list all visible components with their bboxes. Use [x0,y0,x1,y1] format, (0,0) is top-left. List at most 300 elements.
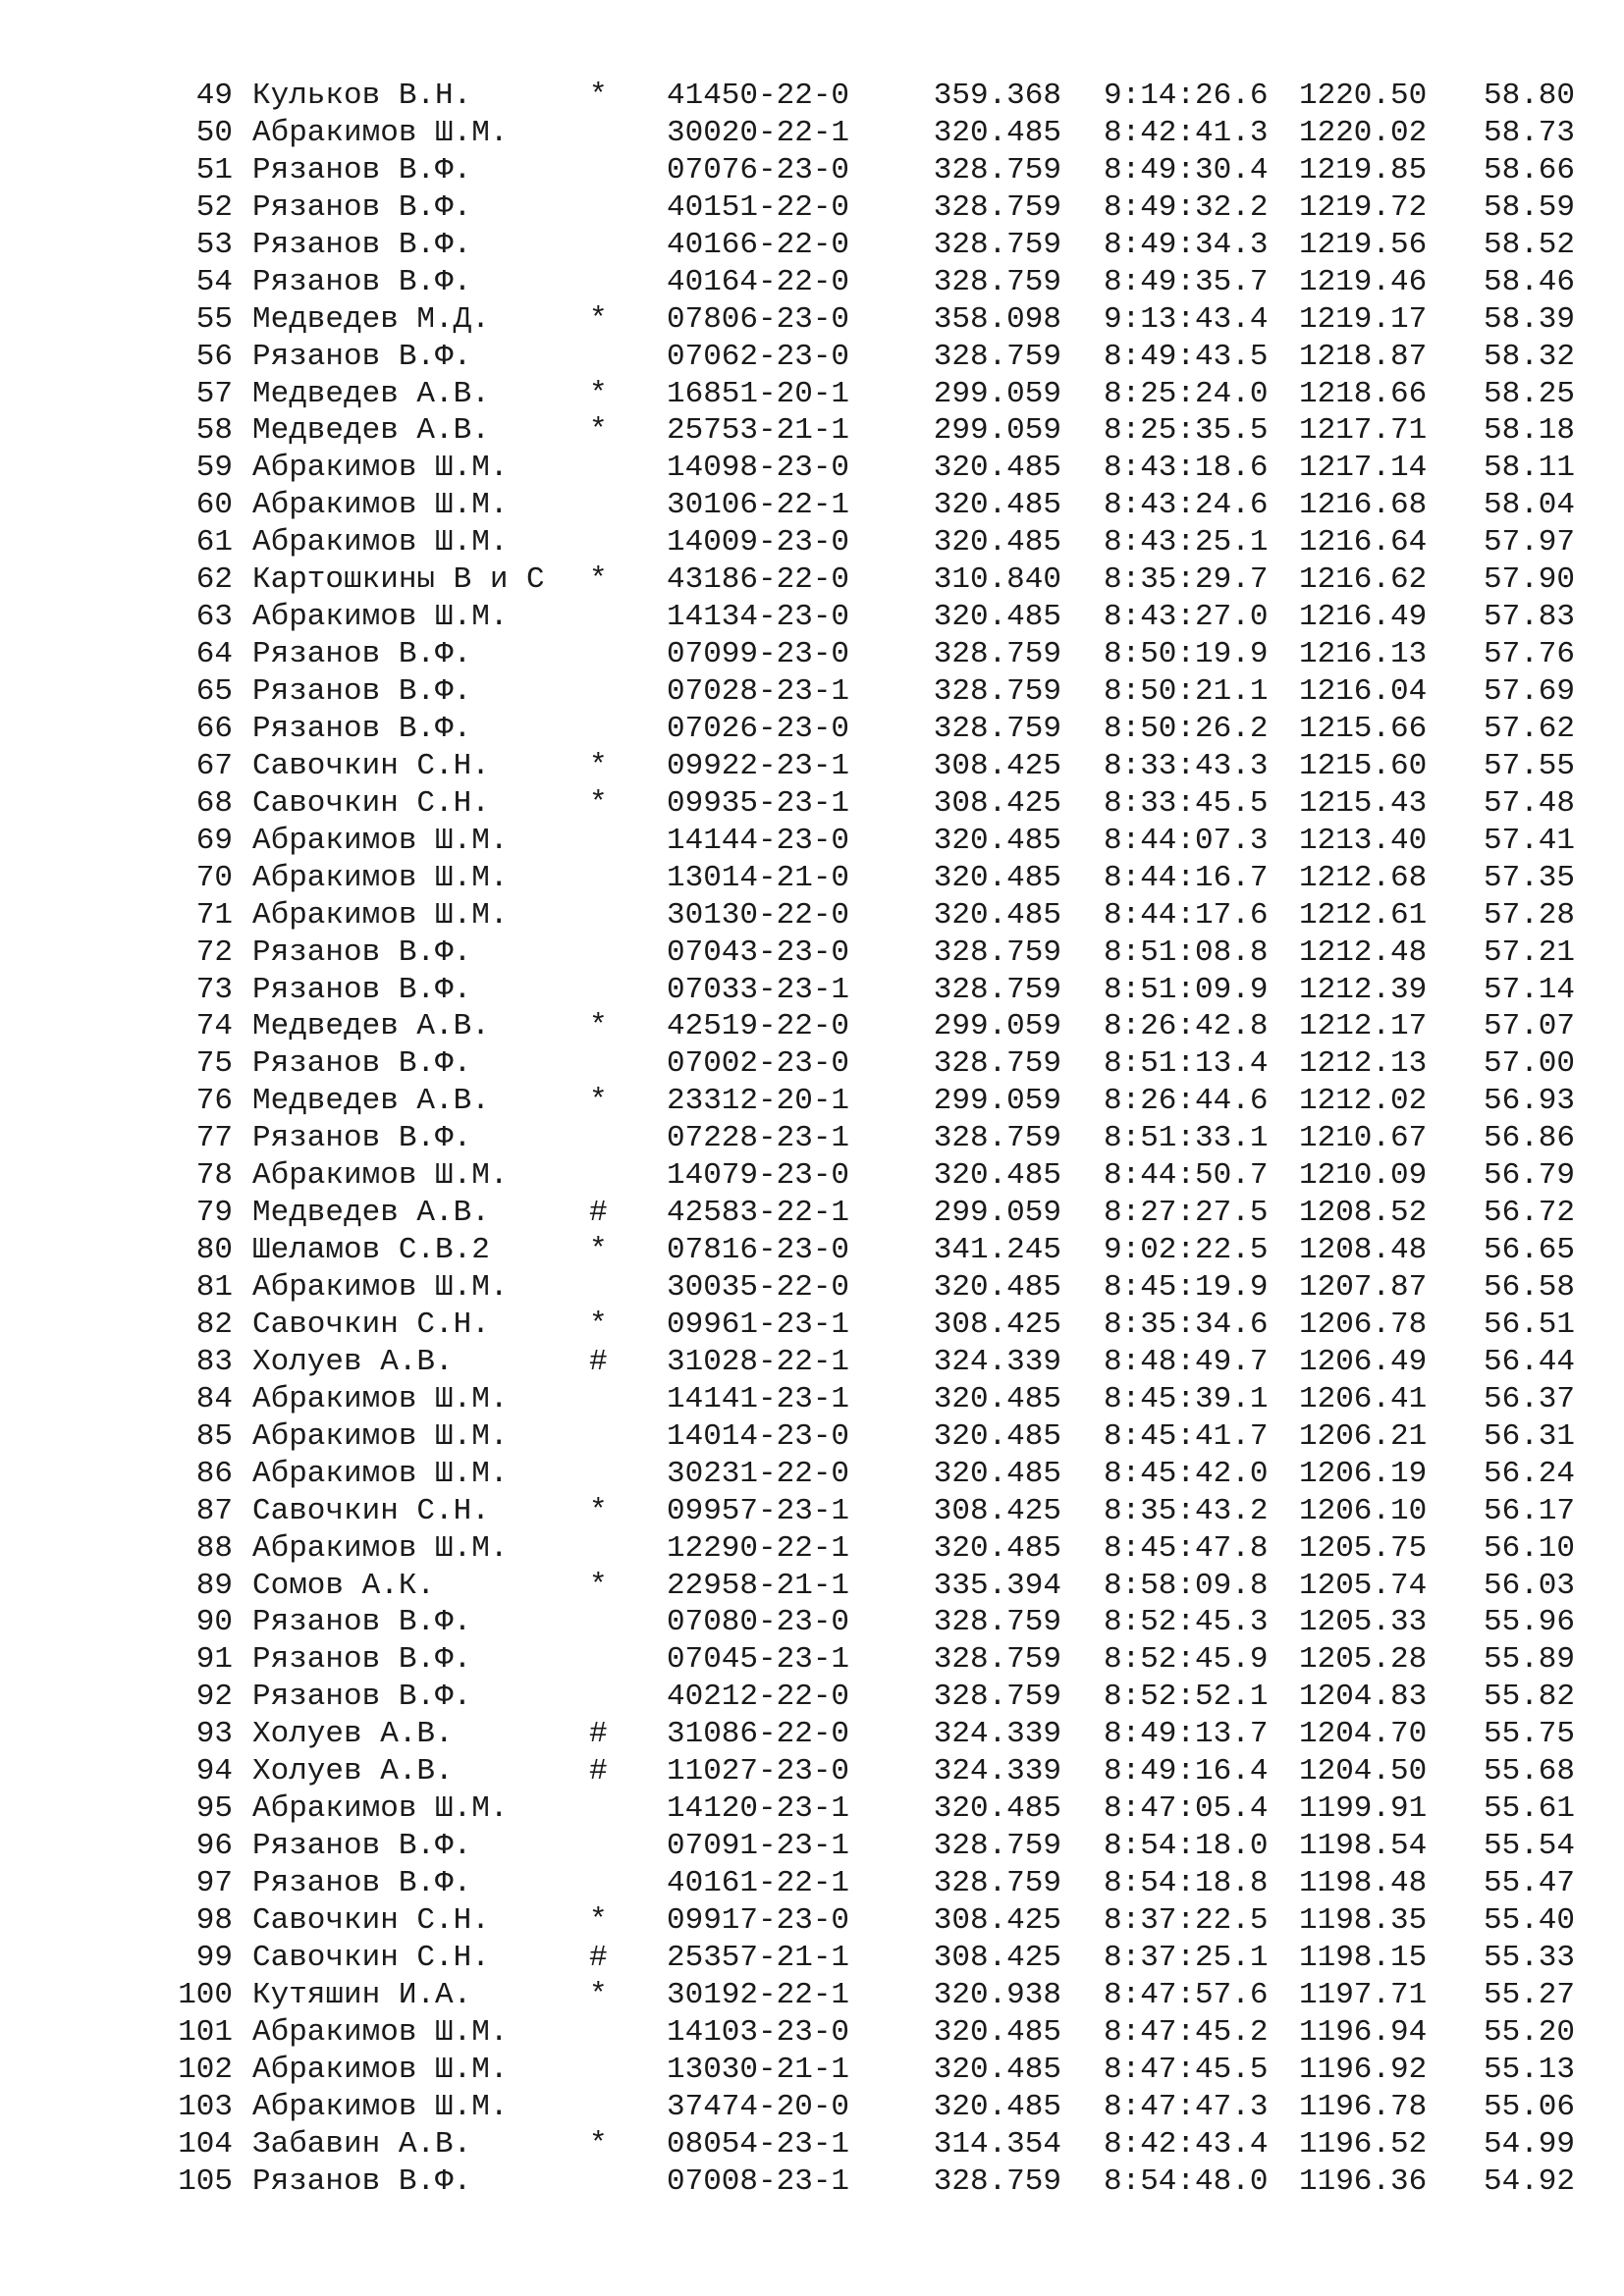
place-cell: 52 [195,189,233,225]
time-cell: 8:51:08.8 [1104,934,1269,970]
result-row [0,1790,1624,1828]
ring-cell: 30192-22-1 [667,1977,850,2012]
points-cell: 57.69 [1483,674,1575,709]
speed-cell: 1204.50 [1299,1754,1428,1789]
ring-cell: 25357-21-1 [667,1940,850,1975]
result-row [0,673,1624,711]
mark-cell: * [589,1233,608,1268]
points-cell: 58.66 [1483,152,1575,187]
points-cell: 58.73 [1483,115,1575,150]
ring-cell: 07080-23-0 [667,1605,850,1640]
name-cell: Рязанов В.Ф. [252,152,472,187]
points-cell: 58.11 [1483,451,1575,486]
time-cell: 8:54:18.0 [1104,1829,1269,1864]
speed-cell: 1220.02 [1299,115,1428,150]
ring-cell: 12290-22-1 [667,1530,850,1566]
name-cell: Савочкин С.Н. [252,1493,490,1528]
time-cell: 8:49:32.2 [1104,189,1269,225]
ring-cell: 07026-23-0 [667,711,850,746]
speed-cell: 1219.72 [1299,189,1428,225]
mark-cell: # [589,1344,608,1379]
distance-cell: 328.759 [933,227,1061,262]
ring-cell: 09961-23-1 [667,1307,850,1342]
name-cell: Абракимов Ш.М. [252,860,509,895]
time-cell: 8:49:30.4 [1104,152,1269,187]
distance-cell: 310.840 [933,562,1061,598]
distance-cell: 359.368 [933,79,1061,113]
speed-cell: 1197.71 [1299,1977,1428,2012]
ring-cell: 07028-23-1 [667,674,850,709]
ring-cell: 07099-23-0 [667,637,850,672]
result-row [0,2163,1624,2201]
time-cell: 8:26:44.6 [1104,1084,1269,1119]
ring-cell: 13030-21-1 [667,2052,850,2087]
name-cell: Абракимов Ш.М. [252,1530,509,1566]
ring-cell: 41450-22-0 [667,79,850,113]
distance-cell: 320.485 [933,600,1061,635]
points-cell: 55.06 [1483,2089,1575,2124]
name-cell: Рязанов В.Ф. [252,1605,472,1640]
result-row [0,189,1624,227]
place-cell: 103 [178,2089,233,2124]
points-cell: 58.32 [1483,339,1575,374]
result-row [0,1493,1624,1530]
points-cell: 57.48 [1483,785,1575,821]
result-row [0,1641,1624,1679]
time-cell: 8:27:27.5 [1104,1196,1269,1231]
speed-cell: 1217.71 [1299,413,1428,449]
name-cell: Медведев А.В. [252,1196,490,1231]
result-row [0,1307,1624,1344]
points-cell: 58.46 [1483,264,1575,299]
result-row [0,227,1624,264]
distance-cell: 308.425 [933,1307,1061,1342]
place-cell: 60 [195,488,233,523]
points-cell: 56.17 [1483,1493,1575,1528]
place-cell: 74 [195,1009,233,1044]
speed-cell: 1218.87 [1299,339,1428,374]
result-row [0,1828,1624,1865]
result-row [0,1418,1624,1456]
place-cell: 50 [195,115,233,150]
name-cell: Абракимов Ш.М. [252,600,509,635]
ring-cell: 14103-23-0 [667,2014,850,2050]
place-cell: 84 [195,1381,233,1416]
speed-cell: 1198.54 [1299,1829,1428,1864]
speed-cell: 1196.36 [1299,2163,1428,2199]
name-cell: Савочкин С.Н. [252,1307,490,1342]
distance-cell: 320.485 [933,1158,1061,1194]
speed-cell: 1216.13 [1299,637,1428,672]
points-cell: 57.55 [1483,748,1575,783]
distance-cell: 308.425 [933,748,1061,783]
points-cell: 55.47 [1483,1866,1575,1900]
points-cell: 57.07 [1483,1009,1575,1044]
speed-cell: 1219.46 [1299,264,1428,299]
result-row [0,1940,1624,1977]
points-cell: 57.83 [1483,600,1575,635]
speed-cell: 1210.67 [1299,1121,1428,1156]
distance-cell: 328.759 [933,264,1061,299]
ring-cell: 43186-22-0 [667,562,850,598]
ring-cell: 07008-23-1 [667,2163,850,2199]
distance-cell: 299.059 [933,1196,1061,1231]
distance-cell: 320.485 [933,860,1061,895]
result-row [0,2052,1624,2089]
place-cell: 105 [178,2163,233,2199]
result-row [0,1195,1624,1232]
distance-cell: 320.485 [933,897,1061,933]
speed-cell: 1199.91 [1299,1791,1428,1827]
distance-cell: 308.425 [933,1493,1061,1528]
ring-cell: 42519-22-0 [667,1009,850,1044]
name-cell: Абракимов Ш.М. [252,525,509,561]
name-cell: Абракимов Ш.М. [252,1158,509,1194]
mark-cell: # [589,1717,608,1752]
ring-cell: 42583-22-1 [667,1196,850,1231]
result-row [0,636,1624,673]
distance-cell: 299.059 [933,376,1061,411]
place-cell: 99 [195,1940,233,1975]
place-cell: 53 [195,227,233,262]
result-row [0,897,1624,934]
place-cell: 72 [195,934,233,970]
time-cell: 8:44:17.6 [1104,897,1269,933]
points-cell: 57.62 [1483,711,1575,746]
time-cell: 8:45:39.1 [1104,1381,1269,1416]
result-row [0,1865,1624,1902]
result-row [0,711,1624,748]
points-cell: 58.52 [1483,227,1575,262]
points-cell: 57.76 [1483,637,1575,672]
result-row [0,1568,1624,1605]
speed-cell: 1216.04 [1299,674,1428,709]
distance-cell: 320.485 [933,1456,1061,1491]
speed-cell: 1206.21 [1299,1418,1428,1454]
place-cell: 91 [195,1642,233,1678]
name-cell: Рязанов В.Ф. [252,674,472,709]
speed-cell: 1206.78 [1299,1307,1428,1342]
name-cell: Медведев А.В. [252,1009,490,1044]
speed-cell: 1212.39 [1299,972,1428,1007]
name-cell: Сомов А.К. [252,1568,436,1603]
distance-cell: 328.759 [933,1866,1061,1900]
place-cell: 70 [195,860,233,895]
mark-cell: * [589,1977,608,2012]
time-cell: 8:26:42.8 [1104,1009,1269,1044]
ring-cell: 30035-22-0 [667,1270,850,1305]
place-cell: 102 [178,2052,233,2087]
name-cell: Медведев М.Д. [252,301,490,337]
points-cell: 55.33 [1483,1940,1575,1975]
ring-cell: 37474-20-0 [667,2089,850,2124]
place-cell: 97 [195,1866,233,1900]
distance-cell: 328.759 [933,1121,1061,1156]
place-cell: 104 [178,2126,233,2162]
name-cell: Рязанов В.Ф. [252,339,472,374]
points-cell: 56.31 [1483,1418,1575,1454]
mark-cell: * [589,413,608,449]
name-cell: Абракимов Ш.М. [252,897,509,933]
distance-cell: 320.485 [933,2089,1061,2124]
points-cell: 56.65 [1483,1233,1575,1268]
time-cell: 8:37:22.5 [1104,1902,1269,1938]
result-row [0,1157,1624,1195]
ring-cell: 40164-22-0 [667,264,850,299]
result-row [0,1902,1624,1940]
distance-cell: 308.425 [933,785,1061,821]
name-cell: Медведев А.В. [252,1084,490,1119]
place-cell: 62 [195,562,233,598]
speed-cell: 1215.66 [1299,711,1428,746]
points-cell: 57.35 [1483,860,1575,895]
distance-cell: 314.354 [933,2126,1061,2162]
result-row [0,115,1624,152]
speed-cell: 1204.70 [1299,1717,1428,1752]
place-cell: 57 [195,376,233,411]
place-cell: 56 [195,339,233,374]
time-cell: 8:45:47.8 [1104,1530,1269,1566]
speed-cell: 1210.09 [1299,1158,1428,1194]
name-cell: Рязанов В.Ф. [252,227,472,262]
place-cell: 79 [195,1196,233,1231]
time-cell: 8:33:43.3 [1104,748,1269,783]
points-cell: 55.54 [1483,1829,1575,1864]
points-cell: 55.82 [1483,1680,1575,1715]
ring-cell: 09922-23-1 [667,748,850,783]
speed-cell: 1196.92 [1299,2052,1428,2087]
mark-cell: # [589,1754,608,1789]
name-cell: Рязанов В.Ф. [252,1829,472,1864]
speed-cell: 1208.52 [1299,1196,1428,1231]
points-cell: 54.92 [1483,2163,1575,2199]
ring-cell: 14009-23-0 [667,525,850,561]
result-row [0,1232,1624,1269]
place-cell: 76 [195,1084,233,1119]
distance-cell: 335.394 [933,1568,1061,1603]
name-cell: Забавин А.В. [252,2126,472,2162]
result-row [0,1008,1624,1045]
ring-cell: 14120-23-1 [667,1791,850,1827]
mark-cell: * [589,748,608,783]
place-cell: 77 [195,1121,233,1156]
result-row [0,823,1624,860]
distance-cell: 328.759 [933,1642,1061,1678]
ring-cell: 09957-23-1 [667,1493,850,1528]
speed-cell: 1196.52 [1299,2126,1428,2162]
speed-cell: 1207.87 [1299,1270,1428,1305]
mark-cell: * [589,301,608,337]
speed-cell: 1206.10 [1299,1493,1428,1528]
points-cell: 55.89 [1483,1642,1575,1678]
place-cell: 71 [195,897,233,933]
speed-cell: 1196.78 [1299,2089,1428,2124]
speed-cell: 1212.48 [1299,934,1428,970]
place-cell: 100 [178,1977,233,2012]
speed-cell: 1205.33 [1299,1605,1428,1640]
result-row [0,1530,1624,1568]
ring-cell: 14014-23-0 [667,1418,850,1454]
time-cell: 8:48:49.7 [1104,1344,1269,1379]
results-list [0,78,1624,2200]
distance-cell: 299.059 [933,1009,1061,1044]
points-cell: 55.61 [1483,1791,1575,1827]
ring-cell: 07816-23-0 [667,1233,850,1268]
points-cell: 58.25 [1483,376,1575,411]
name-cell: Холуев А.В. [252,1344,454,1379]
speed-cell: 1216.49 [1299,600,1428,635]
ring-cell: 40212-22-0 [667,1680,850,1715]
place-cell: 98 [195,1902,233,1938]
place-cell: 61 [195,525,233,561]
result-row [0,1977,1624,2014]
name-cell: Холуев А.В. [252,1717,454,1752]
time-cell: 8:49:34.3 [1104,227,1269,262]
name-cell: Рязанов В.Ф. [252,711,472,746]
distance-cell: 328.759 [933,674,1061,709]
time-cell: 9:14:26.6 [1104,79,1269,113]
time-cell: 8:47:05.4 [1104,1791,1269,1827]
distance-cell: 320.485 [933,1418,1061,1454]
time-cell: 8:52:52.1 [1104,1680,1269,1715]
points-cell: 54.99 [1483,2126,1575,2162]
result-row [0,1120,1624,1157]
points-cell: 57.97 [1483,525,1575,561]
points-cell: 55.13 [1483,2052,1575,2087]
time-cell: 8:50:21.1 [1104,674,1269,709]
points-cell: 57.28 [1483,897,1575,933]
place-cell: 58 [195,413,233,449]
place-cell: 63 [195,600,233,635]
points-cell: 56.79 [1483,1158,1575,1194]
distance-cell: 320.938 [933,1977,1061,2012]
mark-cell: * [589,376,608,411]
time-cell: 8:51:13.4 [1104,1046,1269,1082]
result-row [0,339,1624,376]
distance-cell: 299.059 [933,1084,1061,1119]
speed-cell: 1213.40 [1299,823,1428,858]
place-cell: 69 [195,823,233,858]
place-cell: 90 [195,1605,233,1640]
time-cell: 8:47:45.5 [1104,2052,1269,2087]
distance-cell: 324.339 [933,1717,1061,1752]
ring-cell: 08054-23-1 [667,2126,850,2162]
place-cell: 51 [195,152,233,187]
points-cell: 56.03 [1483,1568,1575,1603]
time-cell: 8:44:07.3 [1104,823,1269,858]
speed-cell: 1215.43 [1299,785,1428,821]
points-cell: 56.10 [1483,1530,1575,1566]
time-cell: 8:49:16.4 [1104,1754,1269,1789]
ring-cell: 07033-23-1 [667,972,850,1007]
points-cell: 55.40 [1483,1902,1575,1938]
points-cell: 55.96 [1483,1605,1575,1640]
speed-cell: 1208.48 [1299,1233,1428,1268]
result-row [0,860,1624,897]
result-row [0,561,1624,599]
ring-cell: 40166-22-0 [667,227,850,262]
result-row [0,2089,1624,2126]
place-cell: 85 [195,1418,233,1454]
points-cell: 57.41 [1483,823,1575,858]
ring-cell: 14079-23-0 [667,1158,850,1194]
points-cell: 56.37 [1483,1381,1575,1416]
result-row [0,78,1624,115]
points-cell: 58.59 [1483,189,1575,225]
time-cell: 8:43:27.0 [1104,600,1269,635]
distance-cell: 328.759 [933,637,1061,672]
mark-cell: * [589,785,608,821]
ring-cell: 30020-22-1 [667,115,850,150]
name-cell: Картошкины В и С [252,562,545,598]
time-cell: 8:35:43.2 [1104,1493,1269,1528]
points-cell: 58.80 [1483,79,1575,113]
name-cell: Холуев А.В. [252,1754,454,1789]
place-cell: 66 [195,711,233,746]
ring-cell: 07045-23-1 [667,1642,850,1678]
place-cell: 87 [195,1493,233,1528]
time-cell: 8:44:16.7 [1104,860,1269,895]
result-row [0,934,1624,972]
points-cell: 57.00 [1483,1046,1575,1082]
name-cell: Кульков В.Н. [252,79,472,113]
points-cell: 55.27 [1483,1977,1575,2012]
name-cell: Медведев А.В. [252,376,490,411]
distance-cell: 320.485 [933,1530,1061,1566]
result-row [0,599,1624,636]
speed-cell: 1217.14 [1299,451,1428,486]
place-cell: 86 [195,1456,233,1491]
ring-cell: 31086-22-0 [667,1717,850,1752]
place-cell: 89 [195,1568,233,1603]
speed-cell: 1216.68 [1299,488,1428,523]
distance-cell: 320.485 [933,2052,1061,2087]
time-cell: 8:51:33.1 [1104,1121,1269,1156]
points-cell: 55.68 [1483,1754,1575,1789]
speed-cell: 1219.17 [1299,301,1428,337]
name-cell: Савочкин С.Н. [252,785,490,821]
mark-cell: * [589,1568,608,1603]
mark-cell: * [589,1902,608,1938]
speed-cell: 1212.17 [1299,1009,1428,1044]
name-cell: Абракимов Ш.М. [252,823,509,858]
distance-cell: 328.759 [933,1046,1061,1082]
ring-cell: 07043-23-0 [667,934,850,970]
time-cell: 8:42:41.3 [1104,115,1269,150]
mark-cell: * [589,562,608,598]
result-row [0,785,1624,823]
speed-cell: 1205.74 [1299,1568,1428,1603]
place-cell: 55 [195,301,233,337]
name-cell: Абракимов Ш.М. [252,1270,509,1305]
time-cell: 8:35:29.7 [1104,562,1269,598]
ring-cell: 16851-20-1 [667,376,850,411]
time-cell: 9:13:43.4 [1104,301,1269,337]
ring-cell: 07062-23-0 [667,339,850,374]
name-cell: Медведев А.В. [252,413,490,449]
distance-cell: 328.759 [933,1605,1061,1640]
points-cell: 58.18 [1483,413,1575,449]
distance-cell: 328.759 [933,1680,1061,1715]
mark-cell: # [589,1940,608,1975]
name-cell: Рязанов В.Ф. [252,264,472,299]
place-cell: 54 [195,264,233,299]
result-row [0,152,1624,189]
place-cell: 49 [195,79,233,113]
distance-cell: 308.425 [933,1902,1061,1938]
time-cell: 8:25:35.5 [1104,413,1269,449]
result-row [0,301,1624,339]
